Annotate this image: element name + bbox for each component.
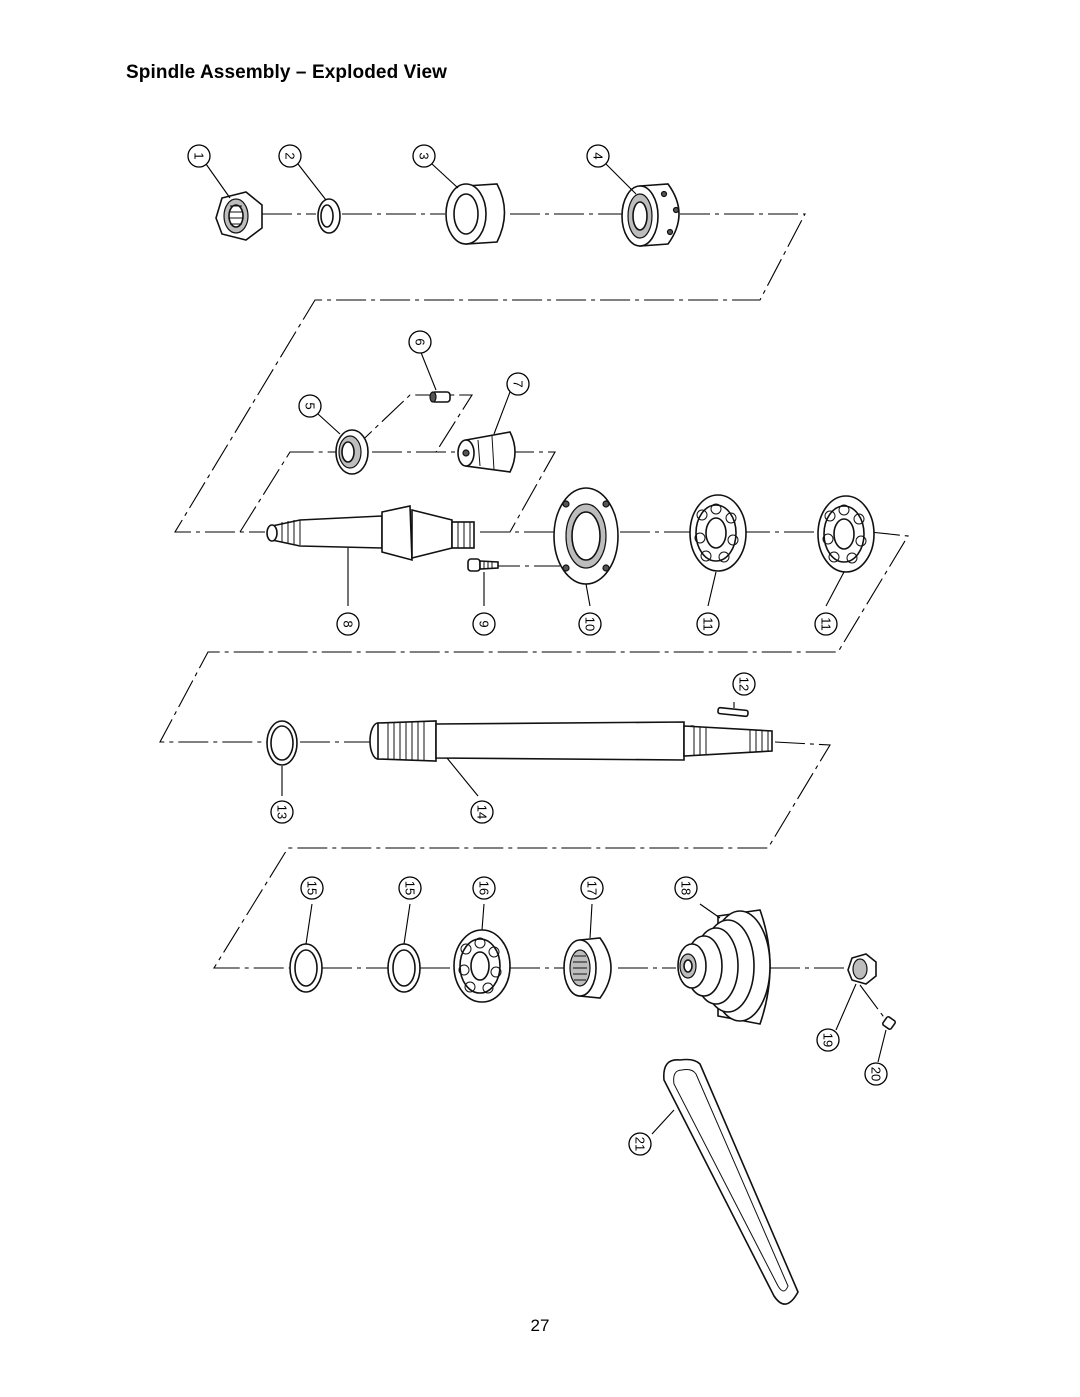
part-set-screw [430,392,450,402]
part-v-belt [652,1060,798,1305]
callout-15 [399,877,421,899]
callout-21 [629,1133,651,1155]
callout-number: 21 [632,1136,648,1152]
callout-number: 19 [820,1032,836,1048]
callout-number: 16 [476,880,492,896]
callout-number: 3 [416,152,432,160]
callout-number: 11 [818,617,834,631]
part-retaining-ring [267,721,297,765]
part-sleeve [446,184,505,244]
callout-20 [865,1063,887,1085]
callout-number: 2 [282,152,298,160]
part-hex-nut [216,192,262,240]
callout-layer [188,145,887,1155]
part-ball-bearing [690,495,746,571]
part-cap-screw [468,559,498,571]
callout-18 [675,877,697,899]
callout-7 [507,373,529,395]
callout-number: 20 [868,1066,884,1082]
part-set-screw [882,1016,896,1030]
callout-number: 14 [474,804,490,820]
callout-8 [337,613,359,635]
callout-number: 10 [582,616,598,632]
callout-13 [271,801,293,823]
callout-16 [473,877,495,899]
callout-number: 15 [304,880,320,896]
page-title: Spindle Assembly – Exploded View [126,62,448,83]
part-washer [318,199,340,233]
callout-3 [413,145,435,167]
callout-number: 11 [700,617,716,631]
callout-12 [733,673,755,695]
callout-2 [279,145,301,167]
page-number: 27 [530,1316,550,1335]
callout-9 [473,613,495,635]
callout-4 [587,145,609,167]
callout-11 [815,613,837,635]
callout-17 [581,877,603,899]
part-ball-bearing [818,496,874,572]
callout-number: 7 [510,380,526,388]
callout-number: 15 [402,880,418,896]
part-spacer [290,944,322,992]
callout-1 [188,145,210,167]
part-collet-nut [622,184,679,246]
part-hex-nut [848,954,876,984]
callout-10 [579,613,601,635]
callout-number: 12 [736,676,752,692]
callout-leaders [206,164,886,1062]
callout-number: 1 [191,152,207,160]
callout-number: 13 [274,804,290,820]
assembly-leader-lines [160,214,908,1020]
part-seal-ring [336,430,368,474]
part-ball-bearing [454,930,510,1002]
callout-number: 17 [584,880,600,896]
callout-15 [301,877,323,899]
part-collet [458,432,515,472]
callout-6 [409,331,431,353]
part-bearing-flange [554,488,618,584]
callout-number: 9 [476,620,492,628]
callout-number: 18 [678,880,694,896]
callout-5 [299,395,321,417]
callout-14 [471,801,493,823]
part-spindle [370,721,772,796]
part-spacer [388,944,420,992]
callout-number: 5 [302,402,318,410]
callout-11 [697,613,719,635]
callout-number: 8 [340,620,356,628]
part-arbor [267,506,474,606]
part-key [718,707,748,716]
callout-number: 6 [412,338,428,346]
part-step-pulley [678,910,770,1024]
callout-number: 4 [590,152,606,160]
part-threaded-bushing [564,938,611,998]
callout-19 [817,1029,839,1051]
